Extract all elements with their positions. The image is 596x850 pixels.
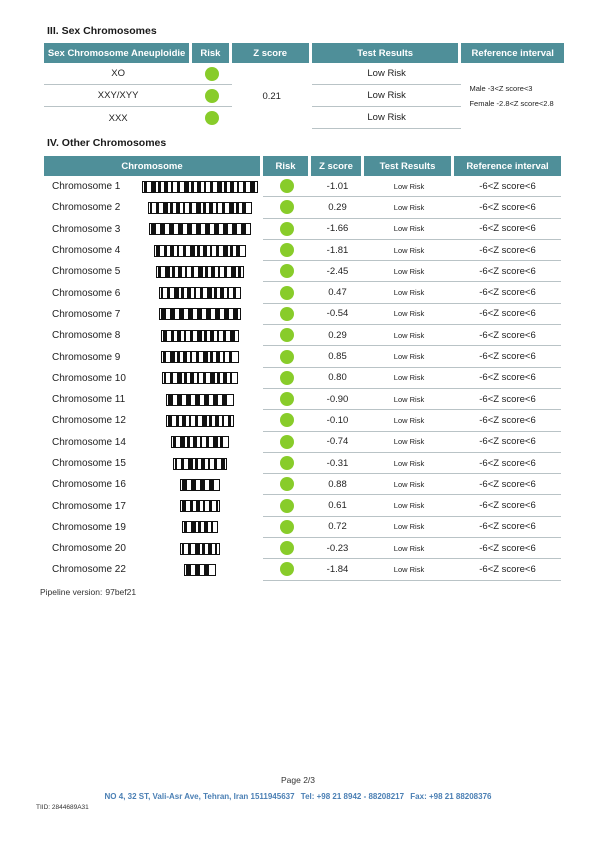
test-result: Low Risk (364, 304, 454, 325)
reference-female: Female -2.8<Z score<2.8 (469, 99, 554, 108)
sex-z-score: 0.21 (262, 90, 281, 102)
z-score: -1.01 (311, 176, 364, 197)
chromosome-name: Chromosome 8 (52, 330, 121, 342)
test-result: Low Risk (364, 261, 454, 282)
risk-cell (263, 325, 311, 346)
ideogram-cell (137, 538, 263, 559)
z-score: -1.66 (311, 219, 364, 240)
ideogram-cell (137, 282, 263, 303)
reference-interval: -6<Z score<6 (454, 432, 561, 453)
sex-aneuploidie-name: XXY/XYY (44, 85, 192, 107)
risk-cell (263, 304, 311, 325)
sex-test-result: Low Risk (312, 85, 462, 107)
sex-chromosome-table (44, 43, 564, 129)
reference-interval: -6<Z score<6 (454, 219, 561, 240)
risk-cell (263, 453, 311, 474)
table-row (44, 453, 561, 474)
z-score: 0.29 (311, 197, 364, 218)
table-row (44, 559, 561, 580)
chromosome-ideogram-icon (182, 521, 218, 533)
z-score: 0.29 (311, 325, 364, 346)
chromosome-name: Chromosome 16 (52, 479, 126, 491)
table-row (44, 410, 561, 431)
chromosome-name: Chromosome 12 (52, 415, 126, 427)
ideogram-cell (137, 304, 263, 325)
sex-reference-interval (461, 63, 564, 129)
low-risk-icon (280, 477, 294, 491)
reference-interval: -6<Z score<6 (454, 325, 561, 346)
z-score: 0.47 (311, 282, 364, 303)
chromosome-ideogram-icon (149, 223, 251, 235)
col-reference-interval: Reference interval (461, 43, 564, 63)
ideogram-cell (137, 517, 263, 538)
risk-cell (263, 346, 311, 367)
risk-cell (263, 240, 311, 261)
test-result: Low Risk (364, 325, 454, 346)
risk-cell (263, 282, 311, 303)
table-row (44, 240, 561, 261)
footer-fax: Fax: +98 21 88208376 (410, 792, 492, 801)
chromosome-name: Chromosome 7 (52, 308, 121, 320)
low-risk-icon (280, 435, 294, 449)
chromosome-ideogram-icon (159, 308, 241, 320)
risk-cell (263, 495, 311, 516)
low-risk-icon (280, 371, 294, 385)
reference-interval: -6<Z score<6 (454, 517, 561, 538)
chromosome-name: Chromosome 20 (52, 543, 126, 555)
table-row (44, 176, 561, 197)
table-row (44, 197, 561, 218)
reference-interval: -6<Z score<6 (454, 410, 561, 431)
chromosome-name: Chromosome 2 (52, 202, 121, 214)
chromosome-ideogram-icon (180, 500, 220, 512)
z-score: -0.31 (311, 453, 364, 474)
risk-cell (192, 107, 231, 129)
chromosome-ideogram-icon (184, 564, 216, 576)
ideogram-cell (137, 389, 263, 410)
ideogram-cell (137, 261, 263, 282)
table-row (44, 474, 561, 495)
chromosome-name: Chromosome 9 (52, 351, 121, 363)
sex-test-result: Low Risk (312, 107, 462, 129)
low-risk-icon (280, 328, 294, 342)
reference-interval: -6<Z score<6 (454, 453, 561, 474)
chromosome-name: Chromosome 6 (52, 287, 121, 299)
col-test-results: Test Results (312, 43, 462, 63)
z-score: 0.61 (311, 495, 364, 516)
col-chromosome: Chromosome (44, 156, 263, 176)
tiid: TIID: 2844689A31 (36, 804, 89, 811)
low-risk-icon (205, 111, 219, 125)
reference-interval: -6<Z score<6 (454, 261, 561, 282)
sex-test-result: Low Risk (312, 63, 462, 85)
ideogram-cell (137, 346, 263, 367)
z-score: -0.23 (311, 538, 364, 559)
chromosome-ideogram-icon (156, 266, 244, 278)
section-4-title: IV. Other Chromosomes (47, 137, 167, 149)
chromosome-name: Chromosome 11 (52, 394, 126, 406)
risk-cell (263, 432, 311, 453)
reference-interval: -6<Z score<6 (454, 197, 561, 218)
chromosome-name: Chromosome 19 (52, 521, 126, 533)
col-risk: Risk (263, 156, 311, 176)
chromosome-ideogram-icon (142, 181, 258, 193)
chromosome-ideogram-icon (162, 372, 238, 384)
chromosome-name: Chromosome 1 (52, 181, 121, 193)
low-risk-icon (280, 499, 294, 513)
table-row (44, 389, 561, 410)
test-result: Low Risk (364, 282, 454, 303)
table-row (44, 261, 561, 282)
footer-address (0, 792, 596, 801)
low-risk-icon (280, 520, 294, 534)
ideogram-cell (137, 432, 263, 453)
low-risk-icon (280, 222, 294, 236)
risk-cell (263, 219, 311, 240)
table-row (44, 282, 561, 303)
test-result: Low Risk (364, 346, 454, 367)
reference-interval: -6<Z score<6 (454, 240, 561, 261)
risk-cell (263, 474, 311, 495)
pipeline-label: Pipeline version: (40, 587, 103, 597)
section-3-title: III. Sex Chromosomes (47, 25, 157, 37)
chromosome-ideogram-icon (180, 543, 220, 555)
reference-interval: -6<Z score<6 (454, 368, 561, 389)
chromosome-ideogram-icon (161, 351, 239, 363)
reference-interval: -6<Z score<6 (454, 282, 561, 303)
z-score: -0.10 (311, 410, 364, 431)
low-risk-icon (280, 456, 294, 470)
low-risk-icon (280, 286, 294, 300)
test-result: Low Risk (364, 538, 454, 559)
table-row (44, 538, 561, 559)
low-risk-icon (280, 350, 294, 364)
z-score: -1.84 (311, 559, 364, 580)
reference-interval: -6<Z score<6 (454, 538, 561, 559)
reference-interval: -6<Z score<6 (454, 495, 561, 516)
reference-interval: -6<Z score<6 (454, 389, 561, 410)
ideogram-cell (137, 197, 263, 218)
test-result: Low Risk (364, 389, 454, 410)
chromosome-ideogram-icon (161, 330, 239, 342)
sex-aneuploidie-name: XXX (108, 112, 128, 124)
low-risk-icon (280, 179, 294, 193)
low-risk-icon (280, 541, 294, 555)
z-score: 0.72 (311, 517, 364, 538)
ideogram-cell (137, 474, 263, 495)
chromosome-name: Chromosome 3 (52, 223, 121, 235)
test-result: Low Risk (364, 432, 454, 453)
col-aneuploidie: Sex Chromosome Aneuploidie (44, 43, 192, 63)
test-result: Low Risk (364, 410, 454, 431)
risk-cell (263, 410, 311, 431)
table-row (44, 517, 561, 538)
reference-interval: -6<Z score<6 (454, 474, 561, 495)
risk-cell (192, 85, 231, 107)
ideogram-cell (137, 240, 263, 261)
test-result: Low Risk (364, 368, 454, 389)
test-result: Low Risk (364, 197, 454, 218)
low-risk-icon (280, 392, 294, 406)
table-row (44, 495, 561, 516)
chromosome-name: Chromosome 17 (52, 500, 126, 512)
risk-cell (263, 517, 311, 538)
low-risk-icon (280, 243, 294, 257)
footer-tel: Tel: +98 21 8942 - 88208217 (300, 792, 405, 801)
low-risk-icon (280, 307, 294, 321)
z-score: 0.88 (311, 474, 364, 495)
reference-interval: -6<Z score<6 (454, 346, 561, 367)
footer-street: NO 4, 32 ST, Vali-Asr Ave, Tehran, Iran 1511945637 (104, 792, 295, 801)
chromosome-ideogram-icon (154, 245, 246, 257)
table-row (44, 63, 564, 85)
reference-male: Male -3<Z score<3 (469, 84, 533, 93)
test-result: Low Risk (364, 517, 454, 538)
ideogram-cell (137, 453, 263, 474)
chromosome-ideogram-icon (148, 202, 252, 214)
chromosome-name: Chromosome 22 (52, 564, 126, 576)
chr-table-header (44, 156, 561, 176)
table-row (44, 304, 561, 325)
chromosome-ideogram-icon (171, 436, 229, 448)
col-risk: Risk (192, 43, 231, 63)
pipeline-version (40, 587, 139, 597)
test-result: Low Risk (364, 240, 454, 261)
other-chromosomes-table (44, 156, 561, 581)
page-number: Page 2/3 (280, 775, 316, 785)
table-row (44, 432, 561, 453)
col-z-score: Z score (232, 43, 312, 63)
test-result: Low Risk (364, 559, 454, 580)
z-score: -0.54 (311, 304, 364, 325)
chromosome-name: Chromosome 4 (52, 245, 121, 257)
ideogram-cell (137, 410, 263, 431)
risk-cell (192, 63, 231, 85)
chromosome-ideogram-icon (166, 394, 234, 406)
ideogram-cell (137, 495, 263, 516)
ideogram-cell (137, 176, 263, 197)
low-risk-icon (205, 67, 219, 81)
low-risk-icon (205, 89, 219, 103)
low-risk-icon (280, 413, 294, 427)
risk-cell (263, 559, 311, 580)
risk-cell (263, 538, 311, 559)
table-row (44, 219, 561, 240)
table-row (44, 325, 561, 346)
chromosome-ideogram-icon (180, 479, 220, 491)
col-z-score: Z score (311, 156, 364, 176)
chromosome-ideogram-icon (159, 287, 241, 299)
z-score: -0.74 (311, 432, 364, 453)
chromosome-name: Chromosome 5 (52, 266, 121, 278)
table-row (44, 368, 561, 389)
col-test-results: Test Results (364, 156, 454, 176)
low-risk-icon (280, 562, 294, 576)
ideogram-cell (137, 219, 263, 240)
low-risk-icon (280, 200, 294, 214)
test-result: Low Risk (364, 474, 454, 495)
ideogram-cell (137, 559, 263, 580)
chromosome-name: Chromosome 10 (52, 372, 126, 384)
low-risk-icon (280, 264, 294, 278)
table-row (44, 346, 561, 367)
chromosome-ideogram-icon (166, 415, 234, 427)
risk-cell (263, 197, 311, 218)
z-score: 0.80 (311, 368, 364, 389)
chromosome-ideogram-icon (173, 458, 227, 470)
z-score: -0.90 (311, 389, 364, 410)
sex-table-header (44, 43, 564, 63)
chromosome-name: Chromosome 15 (52, 458, 126, 469)
risk-cell (263, 176, 311, 197)
test-result: Low Risk (364, 176, 454, 197)
z-score: -2.45 (311, 261, 364, 282)
risk-cell (263, 389, 311, 410)
test-result: Low Risk (364, 219, 454, 240)
sex-aneuploidie-name: XO (44, 63, 192, 85)
z-score: -1.81 (311, 240, 364, 261)
reference-interval: -6<Z score<6 (454, 304, 561, 325)
chromosome-name: Chromosome 14 (52, 436, 126, 448)
reference-interval: -6<Z score<6 (454, 176, 561, 197)
test-result: Low Risk (364, 453, 454, 474)
z-score: 0.85 (311, 346, 364, 367)
pipeline-value: 97bef21 (105, 587, 137, 597)
risk-cell (263, 368, 311, 389)
ideogram-cell (137, 325, 263, 346)
test-result: Low Risk (364, 495, 454, 516)
reference-interval: -6<Z score<6 (454, 559, 561, 580)
risk-cell (263, 261, 311, 282)
ideogram-cell (137, 368, 263, 389)
col-reference-interval: Reference interval (454, 156, 561, 176)
